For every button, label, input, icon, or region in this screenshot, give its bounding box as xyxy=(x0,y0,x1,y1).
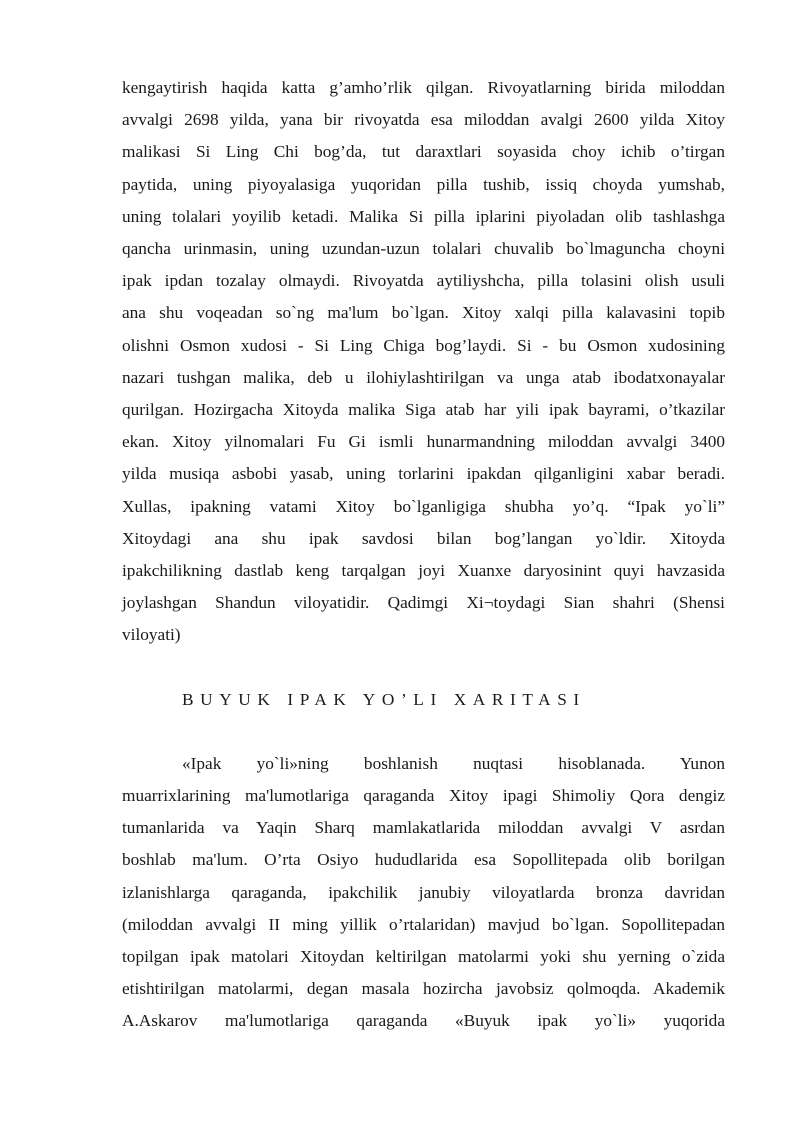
text-line: kengaytirish haqida katta g’amho’rlik qilgan. Rivoyatlarning birida miloddan xyxy=(122,78,725,97)
text-line: ipakchilikning dastlab keng tarqalgan joyi Xuanxe daryosinint quyi havzasida xyxy=(122,561,725,581)
section-heading: BUYUK IPAK YO’LI XARITASI xyxy=(182,689,586,709)
text-line: muarrixlarining ma'lumotlariga qaraganda Xitoy ipagi Shimoliy Qora dengiz xyxy=(122,786,725,806)
text-line: avvalgi 2698 yilda, yana bir rivoyatda esa miloddan avalgi 2600 yilda Xitoy xyxy=(122,110,725,130)
text-line: boshlab ma'lum. O’rta Osiyo hududlarida esa Sopollitepada olib borilgan xyxy=(122,850,725,870)
text-line: ipak ipdan tozalay olmaydi. Rivoyatda aytiliyshcha, pilla tolasini olish usuli xyxy=(122,271,725,291)
text-line: uning tolalari yoyilib ketadi. Malika Si pilla iplarini piyoladan olib tashlashga xyxy=(122,206,725,226)
text-line: ana shu voqeadan so`ng ma'lum bo`lgan. Xitoy xalqi pilla kalavasini topib xyxy=(122,303,725,323)
text-line: joylashgan Shandun viloyatidir. Qadimgi Xi¬toydagi Sian shahri (Shensi xyxy=(122,593,725,613)
text-line: Xitoydagi ana shu ipak savdosi bilan bog’langan yo`ldir. Xitoyda xyxy=(122,528,725,548)
text-line: yilda musiqa asbobi yasab, uning torlarini ipakdan qilganligini xabar beradi. xyxy=(122,464,725,484)
text-line: ekan. Xitoy yilnomalari Fu Gi ismli hunarmandning miloddan avvalgi 3400 xyxy=(122,432,725,452)
text-line: nazari tushgan malika, deb u ilohiylashtirilgan va unga atab ibodatxonayalar xyxy=(122,367,725,387)
text-line: (miloddan avvalgi II ming yillik o’rtalaridan) mavjud bo`lgan. Sopollitepadan xyxy=(122,914,725,934)
text-line: tumanlarida va Yaqin Sharq mamlakatlarida miloddan avvalgi V asrdan xyxy=(122,818,725,838)
text-line: olishni Osmon xudosi - Si Ling Chiga bog’laydi. Si - bu Osmon xudosining xyxy=(122,335,725,355)
text-line: «Ipak yo`li»ning boshlanish nuqtasi hisoblanada. Yunon xyxy=(182,753,725,773)
paragraph-2 xyxy=(122,748,725,1038)
text-line: qancha urinmasin, uning uzundan-uzun tolalari chuvalib bo`lmaguncha choyni xyxy=(122,239,725,259)
text-line: paytida, uning piyoyalasiga yuqoridan pilla tushib, issiq choyda yumshab, xyxy=(122,174,725,194)
text-line: topilgan ipak matolari Xitoydan keltirilgan matolarmi yoki shu yerning o`zida xyxy=(122,947,725,967)
paragraph-1 xyxy=(122,72,725,652)
spacer xyxy=(122,716,725,748)
spacer xyxy=(122,652,725,684)
text-line: malikasi Si Ling Chi bog’da, tut daraxtlari soyasida choy ichib o’tirgan xyxy=(122,142,725,162)
document-page xyxy=(122,72,725,1038)
text-line: Xullas, ipakning vatami Xitoy bo`lganligiga shubha yo’q. “Ipak yo`li” xyxy=(122,496,725,516)
text-line: izlanishlarga qaraganda, ipakchilik janubiy viloyatlarda bronza davridan xyxy=(122,882,725,902)
text-line: etishtirilgan matolarmi, degan masala hozircha javobsiz qolmoqda. Akademik xyxy=(122,979,725,999)
text-line: viloyati) xyxy=(122,625,181,645)
text-line: qurilgan. Hozirgacha Xitoyda malika Siga atab har yili ipak bayrami, o’tkazilar xyxy=(122,400,725,420)
text-line: A.Askarov ma'lumotlariga qaraganda «Buyuk ipak yo`li» yuqorida xyxy=(122,1011,725,1031)
